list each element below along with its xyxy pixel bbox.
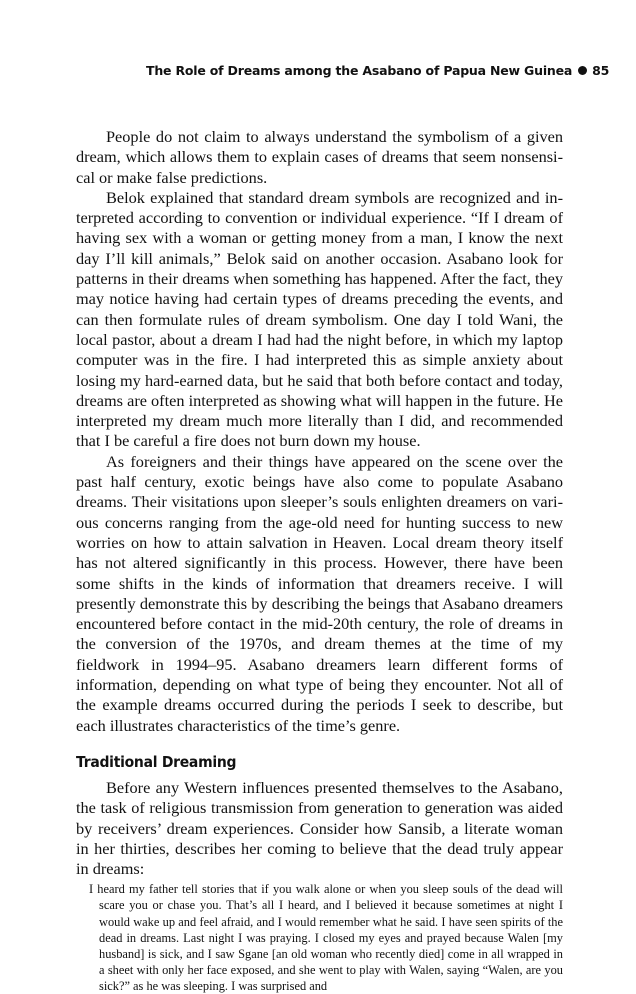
- page-number: 85: [592, 63, 610, 78]
- paragraph: People do not claim to always understand the symbolism of a given dream, which allows them to explain cases of dreams that seem nonsensical or make false predictions.: [76, 127, 563, 187]
- running-header: [146, 63, 610, 78]
- paragraph: Belok explained that standard dream symbols are recognized and interpreted according to convention or individual experience. “If I dream of having sex with a woman or getting money from a man, I know the next day I’ll kill animals,” Belok said on another occasion. Asabano look for patterns in their dreams when something has happened. After the fact, they may notice having had certain types of dreams preceding the events, and can then formulate rules of dream symbolism. One day I told Wani, the local pastor, about a dream I had had the night before, in which my laptop computer was in the fire. I had interpreted this as simple anxiety about losing my hard-earned data, but he said that both before contact and today, dreams are often interpreted as showing what will happen in the future. He interpreted my dream much more literally than I did, and recommended that I be careful a fire does not burn down my house.: [76, 187, 563, 451]
- body-text: [76, 127, 563, 994]
- paragraph: As foreigners and their things have appeared on the scene over the past half century, exotic beings have also come to populate Asabano dreams. Their visitations upon sleeper’s souls enlighten dreamers on various concerns ranging from the age-old need for hunting success to new worries on how to attain salvation in Heaven. Local dream theory itself has not altered significantly in this process. However, there have been some shifts in the kinds of information that dreamers receive. I will presently demonstrate this by describing the beings that Asabano dreamers encountered before contact in the mid-20th century, the role of dreams in the conversion of the 1970s, and dream themes at the time of my fieldwork in 1994–95. Asabano dreamers learn different forms of information, depending on what type of being they encounter. Not all of the example dreams occurred during the periods I seek to describe, but each illustrates characteristics of the time’s genre.: [76, 451, 563, 735]
- block-quote: [76, 881, 563, 994]
- block-quote-text: I heard my father tell stories that if you walk alone or when you sleep souls of the dead will scare you or chase you. That’s all I heard, and I believed it because sometimes at night I would wake up and feel afraid, and I would remember what he said. I have seen spirits of the dead in dreams. Last night I was praying. I closed my eyes and prayed because Walen [my husband] is sick, and I saw Sgane [an old woman who recently died] come in all wrapped in a sheet with only her face exposed, and she went to play with Walen, saying “Walen, are you sick?” as he was sleeping. I was surprised and: [89, 882, 563, 993]
- bullet-icon: [578, 66, 587, 75]
- running-title: The Role of Dreams among the Asabano of Papua New Guinea: [146, 63, 573, 78]
- paragraph: Before any Western influences presented themselves to the Asabano, the task of religious transmission from generation to generation was aided by receivers’ dream experiences. Consider how Sansib, a literate woman in her thirties, describes her coming to believe that the dead truly appear in dreams:: [76, 777, 563, 879]
- section-heading: Traditional Dreaming: [76, 752, 237, 771]
